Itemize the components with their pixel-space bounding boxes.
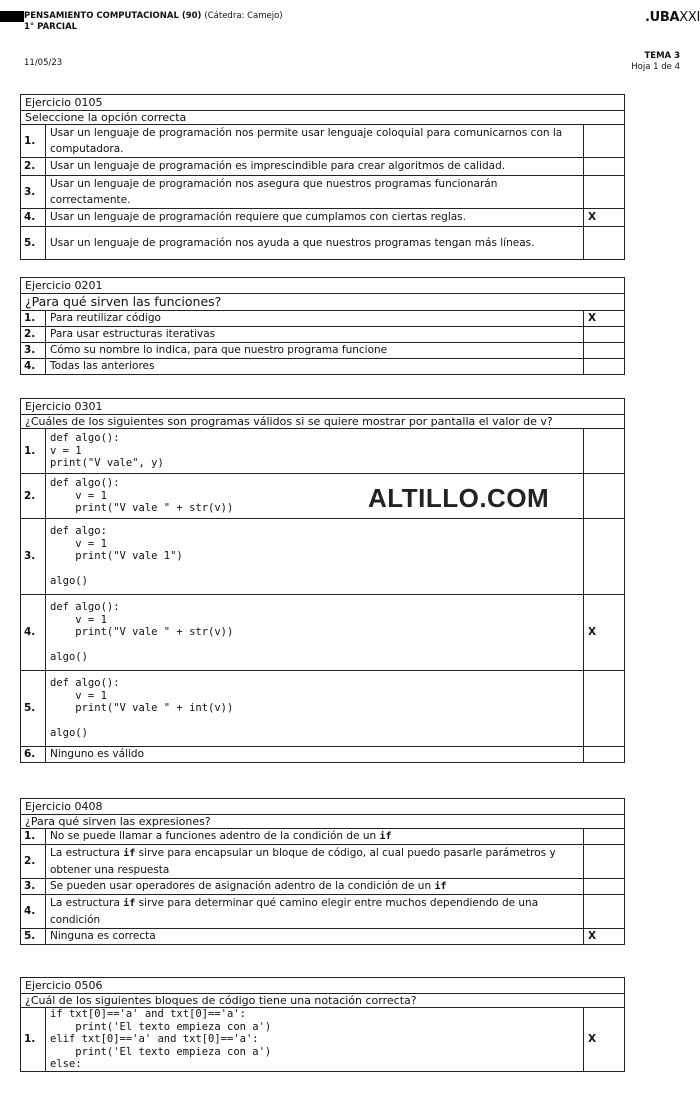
- option-number: 5.: [21, 227, 46, 260]
- option-number: 3.: [21, 879, 46, 895]
- option-code: def algo: v = 1 print("V vale 1") algo(): [46, 519, 584, 595]
- option-mark[interactable]: [584, 176, 625, 209]
- option-mark[interactable]: [584, 519, 625, 595]
- option-number: 3.: [21, 343, 46, 359]
- option-text: Ninguno es válido: [46, 747, 584, 763]
- exercise-question: ¿Cuál de los siguientes bloques de código tiene una notación correcta?: [21, 994, 625, 1008]
- option-mark[interactable]: X: [584, 311, 625, 327]
- option-text: Usar un lenguaje de programación nos permite usar lenguaje coloquial para comunicarnos con la computadora.: [46, 125, 584, 158]
- keyword-if: if: [434, 881, 447, 892]
- option-text: Usar un lenguaje de programación es imprescindible para crear algoritmos de calidad.: [46, 158, 584, 176]
- exercise-title: Ejercicio 0408: [21, 799, 625, 815]
- option-mark[interactable]: X: [584, 595, 625, 671]
- option-text: [46, 895, 584, 929]
- option-text-post: sirve para encapsular un bloque de código, al cual puedo pasarle parámetros y obtener una respuesta: [50, 847, 556, 876]
- exercise-0408: [20, 798, 625, 945]
- option-number: 2.: [21, 158, 46, 176]
- option-mark[interactable]: [584, 327, 625, 343]
- option-number: 5.: [21, 929, 46, 945]
- option-mark[interactable]: [584, 747, 625, 763]
- option-number: 4.: [21, 595, 46, 671]
- option-number: 2.: [21, 474, 46, 519]
- course-title: [24, 11, 283, 21]
- option-text-post: sirve para determinar qué camino elegir entre muchos dependiendo de una condición: [50, 897, 539, 926]
- exam-date: 11/05/23: [24, 58, 63, 68]
- option-code: def algo(): v = 1 print("V vale " + str(v)) algo(): [46, 595, 584, 671]
- uba-logo: [645, 10, 700, 25]
- option-mark[interactable]: [584, 429, 625, 474]
- option-text: Para reutilizar código: [46, 311, 584, 327]
- option-mark[interactable]: X: [584, 209, 625, 227]
- option-text-pre: Se pueden usar operadores de asignación adentro de la condición de un: [50, 880, 435, 892]
- exercise-title: Ejercicio 0105: [21, 95, 625, 111]
- option-text-pre: La estructura: [50, 897, 124, 909]
- option-text: Para usar estructuras iterativas: [46, 327, 584, 343]
- option-text-pre: La estructura: [50, 847, 124, 859]
- option-number: 6.: [21, 747, 46, 763]
- option-text: [46, 845, 584, 879]
- tema-label: TEMA 3: [644, 51, 680, 61]
- exercise-question: ¿Cuáles de los siguientes son programas válidos si se quiere mostrar por pantalla el valor de v?: [21, 415, 625, 429]
- option-number: 5.: [21, 671, 46, 747]
- option-number: 4.: [21, 895, 46, 929]
- redaction-bar: [0, 11, 24, 22]
- option-mark[interactable]: [584, 227, 625, 260]
- exercise-0201: [20, 277, 625, 375]
- option-mark[interactable]: X: [584, 929, 625, 945]
- keyword-if: if: [123, 898, 136, 909]
- option-number: 2.: [21, 845, 46, 879]
- option-number: 4.: [21, 209, 46, 227]
- option-text: Usar un lenguaje de programación nos ayuda a que nuestros programas tengan más líneas.: [46, 227, 584, 260]
- exercise-0506: [20, 977, 625, 1072]
- option-mark[interactable]: [584, 879, 625, 895]
- option-mark[interactable]: [584, 895, 625, 929]
- option-text: [46, 879, 584, 895]
- exam-name: 1° PARCIAL: [24, 22, 78, 32]
- option-mark[interactable]: [584, 845, 625, 879]
- logo-light: XXI: [679, 10, 700, 25]
- exercise-title: Ejercicio 0201: [21, 278, 625, 294]
- option-mark[interactable]: [584, 474, 625, 519]
- option-text-pre: Ninguna es correcta: [50, 930, 156, 942]
- page-count: Hoja 1 de 4: [631, 62, 680, 72]
- option-code: def algo(): v = 1 print("V vale", y): [46, 429, 584, 474]
- option-number: 1.: [21, 829, 46, 845]
- option-mark[interactable]: X: [584, 1008, 625, 1072]
- option-text: Todas las anteriores: [46, 359, 584, 375]
- option-text: Usar un lenguaje de programación nos asegura que nuestros programas funcionarán correctamente.: [46, 176, 584, 209]
- exercise-question: ¿Para qué sirven las expresiones?: [21, 815, 625, 829]
- option-text: Cómo su nombre lo indica, para que nuestro programa funcione: [46, 343, 584, 359]
- option-number: 4.: [21, 359, 46, 375]
- exercise-question: Seleccione la opción correcta: [21, 111, 625, 125]
- keyword-if: if: [123, 848, 136, 859]
- option-code: def algo(): v = 1 print("V vale " + int(v)) algo(): [46, 671, 584, 747]
- course-name: PENSAMIENTO COMPUTACIONAL (90): [24, 11, 202, 21]
- option-number: 3.: [21, 176, 46, 209]
- option-mark[interactable]: [584, 158, 625, 176]
- option-mark[interactable]: [584, 343, 625, 359]
- option-number: 1.: [21, 125, 46, 158]
- option-number: 2.: [21, 327, 46, 343]
- option-number: 1.: [21, 311, 46, 327]
- option-number: 1.: [21, 1008, 46, 1072]
- option-text: Usar un lenguaje de programación requiere que cumplamos con ciertas reglas.: [46, 209, 584, 227]
- option-number: 1.: [21, 429, 46, 474]
- keyword-if: if: [379, 831, 392, 842]
- option-mark[interactable]: [584, 359, 625, 375]
- option-mark[interactable]: [584, 829, 625, 845]
- watermark: ALTILLO.COM: [368, 483, 550, 513]
- exercise-0301: [20, 398, 625, 763]
- option-number: 3.: [21, 519, 46, 595]
- exercise-title: Ejercicio 0506: [21, 978, 625, 994]
- option-mark[interactable]: [584, 125, 625, 158]
- option-code: if txt[0]=='a' and txt[0]=='a': print('El texto empieza con a') elif txt[0]=='a' and txt[0]=='a': print('El texto empieza con a') else:: [46, 1008, 584, 1072]
- option-text: [46, 929, 584, 945]
- course-chair: (Cátedra: Camejo): [204, 11, 283, 21]
- option-mark[interactable]: [584, 671, 625, 747]
- exercise-0105: [20, 94, 625, 260]
- option-text: [46, 829, 584, 845]
- exercise-question: ¿Para qué sirven las funciones?: [21, 294, 625, 311]
- option-code: def algo(): v = 1 print("V vale " + str(v)): [46, 474, 584, 519]
- option-text-pre: No se puede llamar a funciones adentro de la condición de un: [50, 830, 380, 842]
- logo-bold: .UBA: [644, 10, 680, 25]
- exercise-title: Ejercicio 0301: [21, 399, 625, 415]
